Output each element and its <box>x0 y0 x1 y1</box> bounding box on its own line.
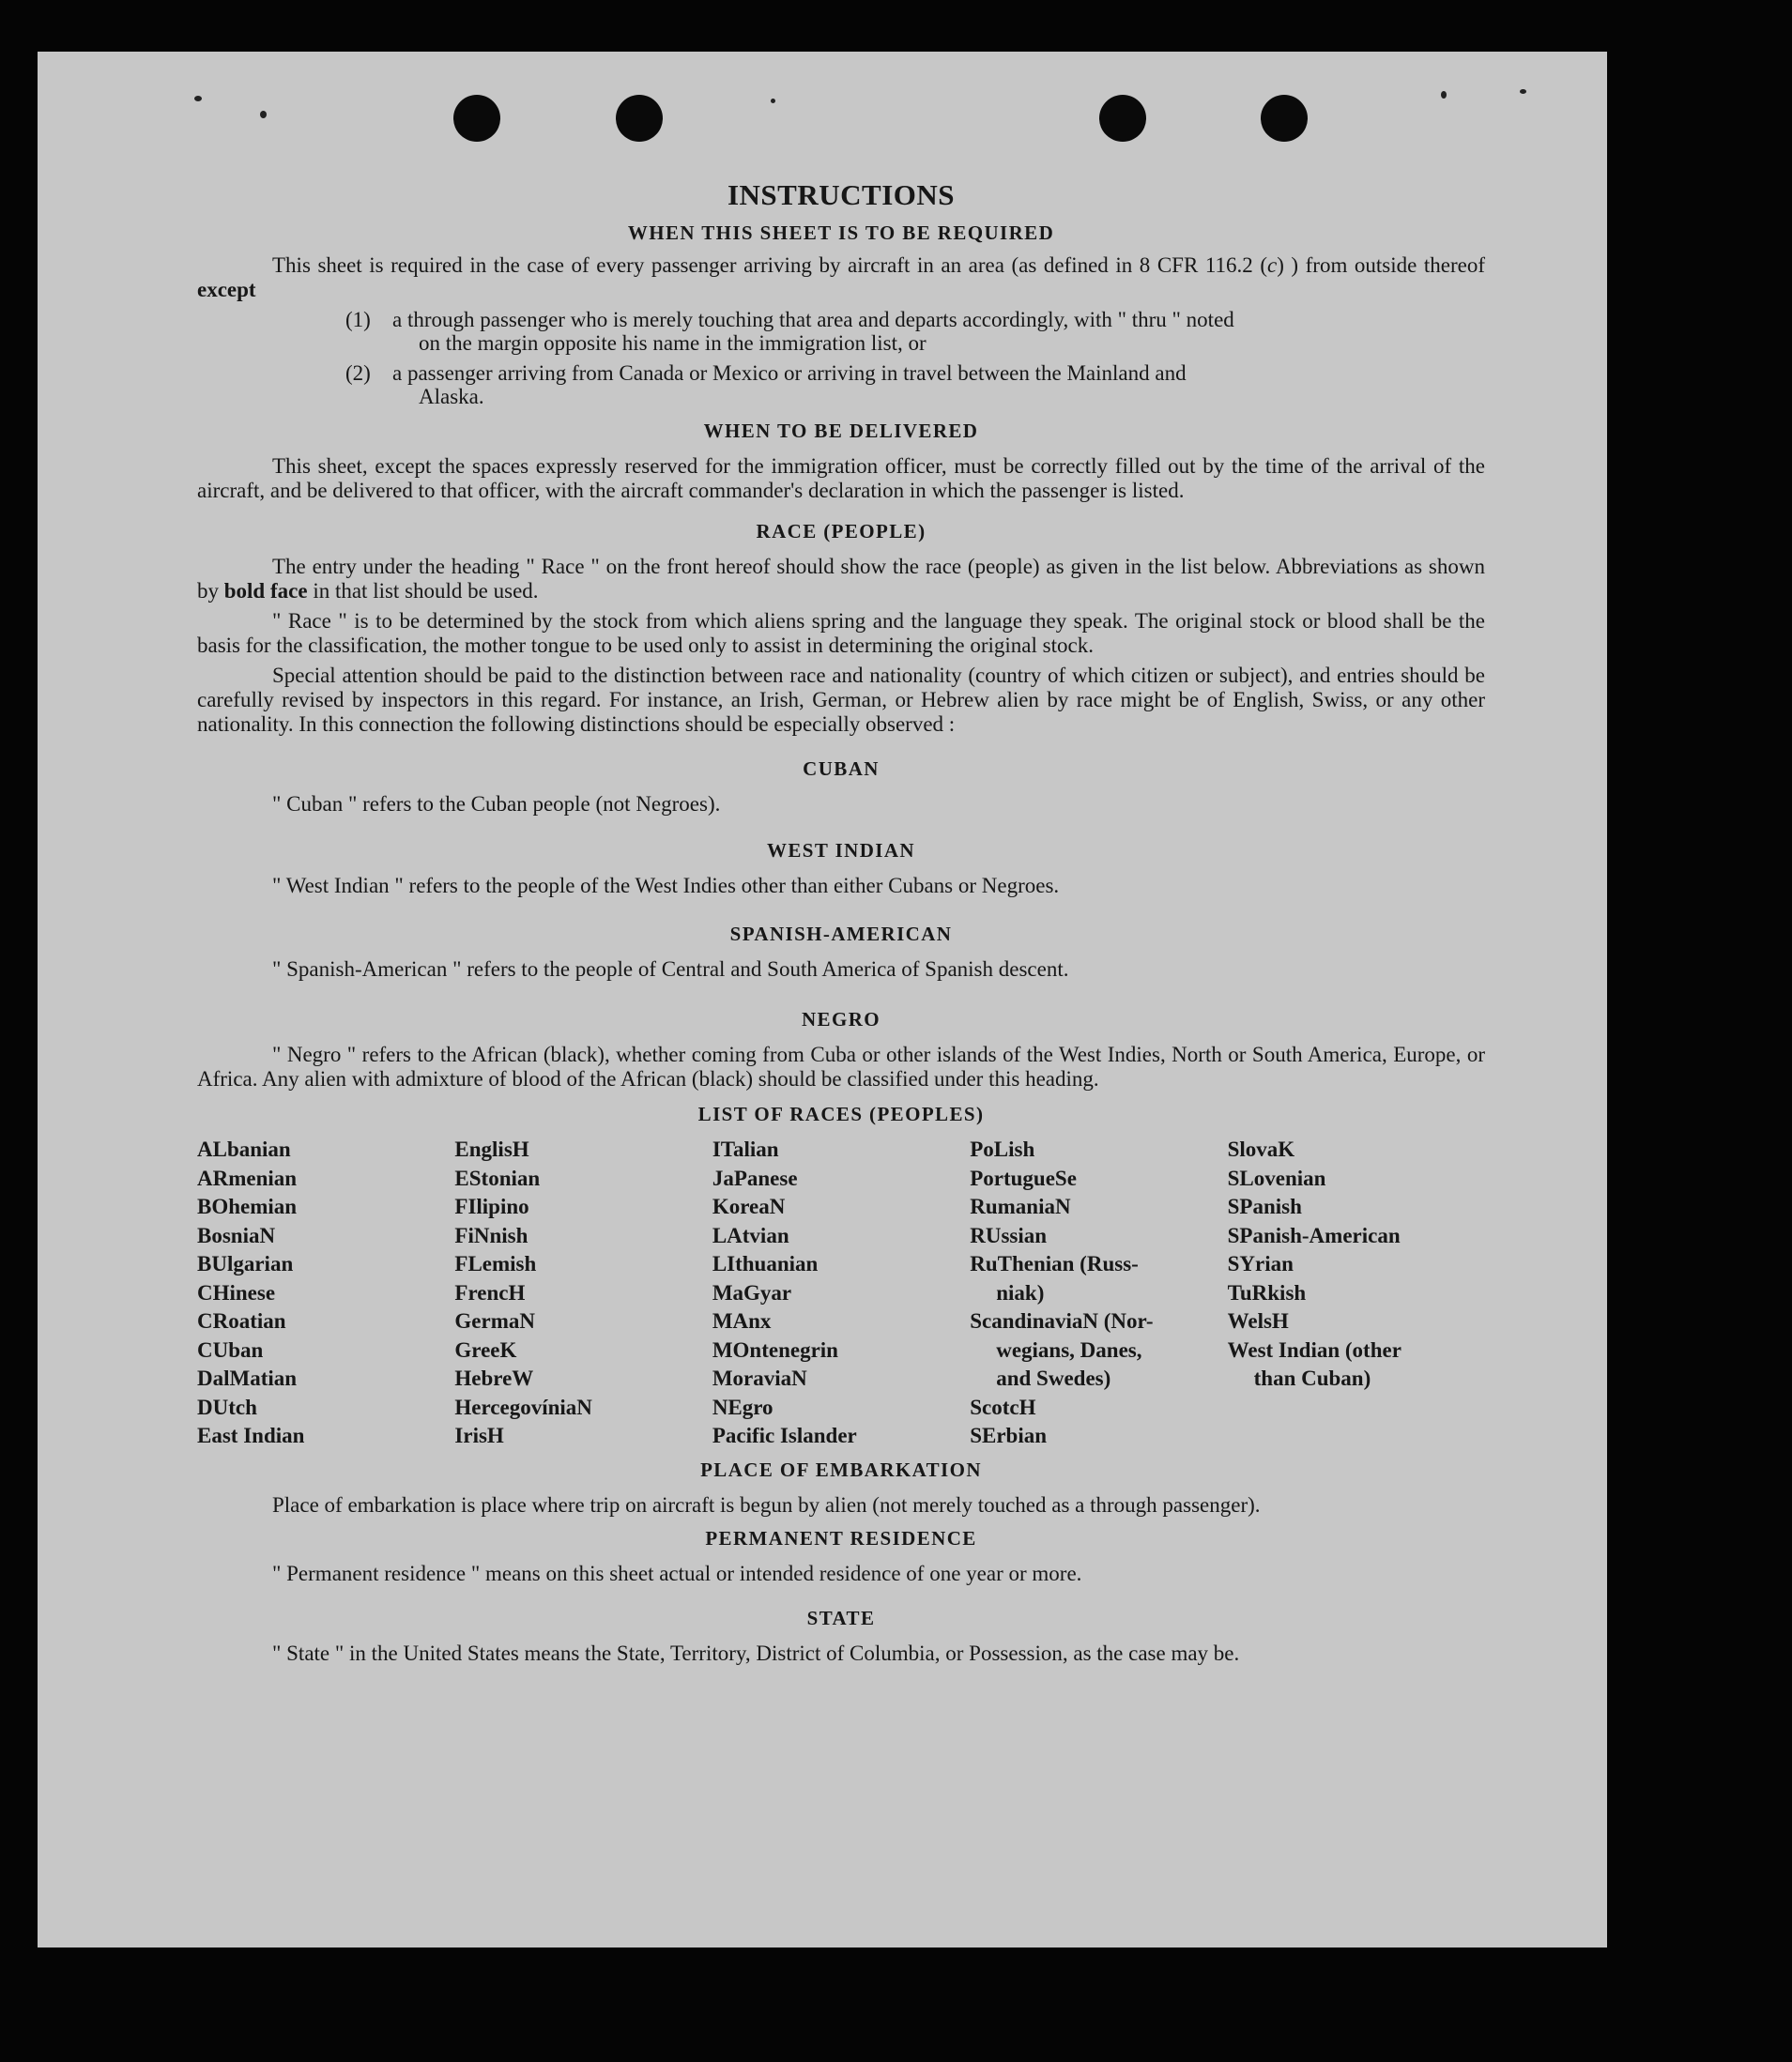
required-text-c: c <box>1266 253 1278 277</box>
race-item <box>970 1222 1227 1251</box>
race-item <box>712 1422 970 1451</box>
race-name: BOhemian <box>197 1195 298 1218</box>
race-name: FLemish <box>454 1252 537 1275</box>
race-name: LAtvian <box>712 1223 789 1247</box>
paragraph-state: " State " in the United States means the State, Territory, District of Columbia, or Possession, as the case may be. <box>272 1641 1240 1665</box>
race-item <box>454 1394 712 1423</box>
race-name: RumaniaN <box>970 1195 1071 1218</box>
race-item <box>1228 1193 1485 1222</box>
race-item <box>1228 1136 1485 1165</box>
paragraph-negro: " Negro " refers to the African (black), whether coming from Cuba or other islands of the West Indies, North or South America, Europe, or Africa. Any alien with admixture of blood of the African (black) should be classified under this heading. <box>197 1043 1485 1091</box>
race-item <box>712 1394 970 1423</box>
exception-line: a passenger arriving from Canada or Mexico or arriving in travel between the Mainland and <box>392 361 1187 385</box>
race-item <box>970 1307 1227 1336</box>
race-name: MOntenegrin <box>712 1337 838 1362</box>
exception-item <box>345 361 1485 408</box>
race-name: HercegovíniaN <box>454 1395 592 1419</box>
race-name: ScotcH <box>970 1395 1036 1419</box>
race-name: West Indian (other <box>1227 1337 1401 1362</box>
race-item <box>970 1365 1227 1394</box>
exception-text <box>392 308 1485 355</box>
race-item <box>454 1365 712 1394</box>
race-item <box>970 1394 1227 1423</box>
punch-hole <box>1261 95 1308 142</box>
race-name: PoLish <box>970 1138 1035 1161</box>
race-item <box>454 1165 712 1194</box>
heading-list-of-races: LIST OF RACES (PEOPLES) <box>697 1103 985 1125</box>
race-item <box>197 1193 454 1222</box>
race-item <box>970 1336 1227 1366</box>
required-text-bold: except <box>197 278 256 301</box>
race-item <box>454 1250 712 1279</box>
punch-hole <box>616 95 663 142</box>
race-item <box>454 1136 712 1165</box>
heading-residence: PERMANENT RESIDENCE <box>705 1526 977 1550</box>
races-list <box>197 1136 1485 1451</box>
race-name: HebreW <box>454 1367 534 1390</box>
race-item <box>454 1336 712 1366</box>
race-item <box>1228 1279 1485 1308</box>
race-item <box>712 1365 970 1394</box>
race-name: FrencH <box>454 1280 526 1305</box>
exception-number: (2) <box>345 361 371 385</box>
race-name: TuRkish <box>1227 1280 1307 1305</box>
race-item <box>712 1307 970 1336</box>
race-name: MoraviaN <box>712 1367 807 1390</box>
race-item <box>197 1394 454 1423</box>
paragraph-west-indian: " West Indian " refers to the people of the West Indies other than either Cubans or Negroes. <box>272 874 1060 897</box>
exception-number: (1) <box>345 308 371 331</box>
exception-text <box>392 361 1485 408</box>
heading-state: STATE <box>806 1606 876 1629</box>
race-name: SLovenian <box>1227 1166 1326 1190</box>
paragraph-race-1 <box>197 555 1485 603</box>
race-name: RuThenian (Russ- <box>970 1252 1139 1275</box>
race-item <box>197 1222 454 1251</box>
race-item <box>712 1250 970 1279</box>
race-name: BosniaN <box>197 1223 276 1247</box>
required-text-before: This sheet is required in the case of every passenger arriving by aircraft in an area (as defined in 8 CFR 116.2 ( <box>272 253 1267 277</box>
race-name: LIthuanian <box>712 1252 819 1275</box>
race-name: EnglisH <box>454 1138 529 1161</box>
exception-line: on the margin opposite his name in the immigration list, or <box>419 331 927 355</box>
race-name: NEgro <box>712 1395 773 1419</box>
heading-race: RACE (PEOPLE) <box>756 520 927 542</box>
heading-delivered: WHEN TO BE DELIVERED <box>703 420 979 442</box>
race-name: than Cuban) <box>1253 1367 1371 1390</box>
race-name: ITalian <box>712 1138 779 1161</box>
race-name: Pacific Islander <box>712 1424 857 1447</box>
race-item <box>197 1250 454 1279</box>
race-name: SlovaK <box>1227 1138 1295 1161</box>
race-item <box>712 1193 970 1222</box>
race-item <box>454 1222 712 1251</box>
race-name: ARmenian <box>197 1166 298 1190</box>
race-item <box>712 1136 970 1165</box>
race-text-bold: bold face <box>223 579 308 603</box>
speck <box>1441 91 1447 99</box>
race-name: SErbian <box>970 1424 1048 1447</box>
race-column <box>197 1136 454 1451</box>
race-item <box>454 1193 712 1222</box>
race-name: CHinese <box>197 1280 276 1305</box>
paragraph-race-3: Special attention should be paid to the distinction between race and nationality (country of which citizen or subject), and entries should be carefully revised by inspectors in this regard. For instance, an Irish, German, or Hebrew alien by race might be of English, Swiss, or any other nationality. In this connection the following distinctions should be especially observed : <box>197 664 1485 736</box>
race-item <box>712 1336 970 1366</box>
race-column <box>454 1136 712 1451</box>
speck <box>771 99 775 103</box>
page-title: INSTRUCTIONS <box>727 178 955 211</box>
race-name: FIlipino <box>454 1195 529 1218</box>
race-name: WelsH <box>1227 1309 1289 1333</box>
document-sheet <box>38 52 1607 1947</box>
race-item <box>197 1279 454 1308</box>
paragraph-required <box>197 253 1485 302</box>
race-item <box>454 1422 712 1451</box>
race-item <box>197 1307 454 1336</box>
race-name: IrisH <box>454 1424 504 1447</box>
heading-spanish-american: SPANISH-AMERICAN <box>729 923 953 945</box>
race-name: MaGyar <box>712 1280 792 1305</box>
paragraph-embarkation: Place of embarkation is place where trip on aircraft is begun by alien (not merely touched as a through passenger). <box>272 1492 1261 1517</box>
race-item <box>454 1307 712 1336</box>
race-name: SYrian <box>1227 1252 1294 1275</box>
race-name: GreeK <box>454 1337 517 1362</box>
race-item <box>197 1136 454 1165</box>
exception-line: Alaska. <box>419 385 484 408</box>
paragraph-cuban: " Cuban " refers to the Cuban people (not Negroes). <box>272 792 721 816</box>
race-column <box>712 1136 970 1451</box>
race-item <box>197 1422 454 1451</box>
heading-west-indian: WEST INDIAN <box>767 839 915 862</box>
speck <box>194 96 202 101</box>
race-item <box>1228 1365 1485 1394</box>
race-item <box>970 1165 1227 1194</box>
exception-item <box>345 308 1485 355</box>
required-text-after: ) ) from outside thereof <box>1277 253 1485 277</box>
race-name: East Indian <box>197 1424 305 1447</box>
race-name: SPanish-American <box>1227 1223 1401 1247</box>
exception-line: a through passenger who is merely touching that area and departs accordingly, with " thru " noted <box>392 308 1234 331</box>
race-name: MAnx <box>712 1309 772 1333</box>
race-item <box>1228 1336 1485 1366</box>
race-item <box>197 1365 454 1394</box>
race-item <box>970 1136 1227 1165</box>
heading-embarkation: PLACE OF EMBARKATION <box>700 1458 982 1481</box>
race-name: CUban <box>197 1337 264 1362</box>
race-name: GermaN <box>454 1309 535 1333</box>
race-name: ALbanian <box>197 1138 291 1161</box>
race-name: niak) <box>996 1280 1045 1305</box>
race-name: RUssian <box>970 1223 1048 1247</box>
race-name: SPanish <box>1227 1195 1302 1218</box>
race-item <box>970 1279 1227 1308</box>
paragraph-race-2: " Race " is to be determined by the stock from which aliens spring and the language they speak. The original stock or blood shall be the basis for the classification, the mother tongue to be used only to assist in determining the original stock. <box>197 609 1485 657</box>
race-item <box>454 1279 712 1308</box>
race-item <box>970 1250 1227 1279</box>
race-text-before: The entry under the heading " Race " on the front hereof should show the race (people) as given in the list below. Abbreviations as shown by <box>197 555 1485 603</box>
race-item <box>712 1222 970 1251</box>
heading-required: WHEN THIS SHEET IS TO BE REQUIRED <box>627 221 1055 244</box>
race-name: DalMatian <box>197 1367 298 1390</box>
race-column <box>1228 1136 1485 1451</box>
paragraph-residence: " Permanent residence " means on this sheet actual or intended residence of one year or more. <box>272 1561 1082 1585</box>
race-item <box>1228 1222 1485 1251</box>
race-item <box>197 1165 454 1194</box>
race-name: CRoatian <box>197 1309 286 1333</box>
race-item <box>970 1193 1227 1222</box>
heading-cuban: CUBAN <box>803 757 880 780</box>
race-item <box>1228 1307 1485 1336</box>
race-name: and Swedes) <box>996 1367 1111 1390</box>
race-column <box>970 1136 1227 1451</box>
paragraph-delivered: This sheet, except the spaces expressly reserved for the immigration officer, must be correctly filled out by the time of the arrival of the aircraft, and be delivered to that officer, with the aircraft commander's declaration in which the passenger is listed. <box>197 454 1485 502</box>
race-item <box>1228 1250 1485 1279</box>
speck <box>1520 89 1526 94</box>
punch-hole <box>453 95 500 142</box>
speck <box>260 111 267 118</box>
paragraph-spanish-american: " Spanish-American " refers to the people of Central and South America of Spanish descent. <box>272 957 1069 981</box>
race-name: PortugueSe <box>970 1166 1077 1190</box>
heading-negro: NEGRO <box>801 1008 881 1031</box>
race-name: DUtch <box>197 1395 257 1419</box>
race-name: wegians, Danes, <box>996 1337 1142 1362</box>
race-name: BUlgarian <box>197 1252 294 1275</box>
race-item <box>970 1422 1227 1451</box>
race-name: FiNnish <box>454 1223 528 1247</box>
race-name: EStonian <box>454 1166 541 1190</box>
race-item <box>197 1336 454 1366</box>
race-item <box>1228 1165 1485 1194</box>
document-content <box>197 178 1485 1666</box>
punch-hole <box>1099 95 1146 142</box>
race-text-after: in that list should be used. <box>307 579 539 603</box>
race-item <box>712 1279 970 1308</box>
race-name: ScandinaviaN (Nor- <box>970 1309 1154 1333</box>
race-name: KoreaN <box>712 1195 786 1218</box>
race-item <box>712 1165 970 1194</box>
race-name: JaPanese <box>712 1166 798 1190</box>
